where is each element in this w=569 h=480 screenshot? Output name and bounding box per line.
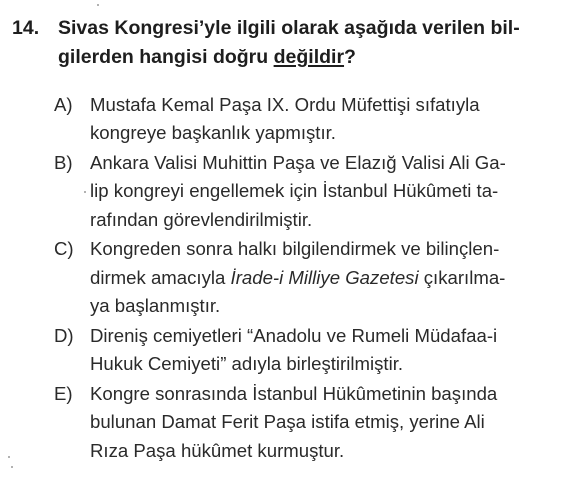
stem-line-1: Sivas Kongresi’yle ilgili olarak aşağıda verilen bil- bbox=[58, 17, 520, 39]
scan-speck bbox=[8, 456, 10, 458]
scan-speck bbox=[84, 191, 86, 193]
option-text bbox=[90, 91, 560, 148]
question-stem bbox=[12, 14, 560, 72]
option-letter: E) bbox=[54, 382, 73, 404]
option-c[interactable] bbox=[12, 235, 560, 320]
option-a[interactable] bbox=[12, 91, 560, 148]
question-number: 14. bbox=[12, 17, 40, 39]
option-line: Direniş cemiyetleri “Anadolu ve Rumeli Müdafaa-i bbox=[90, 324, 498, 346]
option-text bbox=[90, 380, 560, 465]
option-line: Kongreden sonra halkı bilgilendirmek ve bilinçlen- bbox=[90, 238, 500, 260]
option-line: rafından görevlendirilmiştir. bbox=[90, 208, 313, 230]
scan-speck bbox=[11, 466, 13, 468]
option-d[interactable] bbox=[12, 322, 560, 379]
stem-line-2 bbox=[58, 43, 556, 72]
option-line: Ankara Valisi Muhittin Paşa ve Elazığ Valisi Ali Ga- bbox=[90, 152, 506, 174]
option-line: lip kongreyi engellemek için İstanbul Hükûmeti ta- bbox=[90, 180, 499, 202]
option-line: Rıza Paşa hükûmet kurmuştur. bbox=[90, 439, 345, 461]
scan-speck bbox=[97, 4, 99, 6]
option-letter: C) bbox=[54, 238, 74, 260]
option-line: ya başlanmıştır. bbox=[90, 295, 221, 317]
option-line: Kongre sonrasında İstanbul Hükûmetinin başında bbox=[90, 382, 498, 404]
option-line-end: çıkarılma- bbox=[418, 266, 506, 288]
option-letter: D) bbox=[54, 324, 74, 346]
option-letter: A) bbox=[54, 94, 73, 115]
stem-emphasis: değildir bbox=[273, 46, 345, 68]
option-line: Hukuk Cemiyeti” adıyla birleştirilmiştir. bbox=[90, 353, 404, 375]
option-text bbox=[90, 322, 560, 379]
option-line-start: dirmek amacıyla bbox=[90, 266, 231, 288]
option-line bbox=[90, 264, 560, 292]
option-letter: B) bbox=[54, 152, 73, 174]
stem-line-2-start: gilerden hangisi doğru bbox=[58, 46, 274, 68]
option-line: Mustafa Kemal Paşa IX. Ordu Müfettişi sıfatıyla bbox=[90, 94, 480, 115]
option-text bbox=[90, 149, 560, 234]
option-line: kongreye başkanlık yapmıştır. bbox=[90, 122, 336, 144]
newspaper-title: İrade-i Milliye Gazetesi bbox=[230, 266, 419, 288]
option-line: bulunan Damat Ferit Paşa istifa etmiş, yerine Ali bbox=[90, 411, 485, 433]
option-text bbox=[90, 235, 560, 320]
stem-line-2-end: ? bbox=[344, 46, 356, 68]
question-text bbox=[58, 14, 560, 72]
option-e[interactable] bbox=[12, 380, 560, 465]
question-block bbox=[12, 14, 560, 466]
option-b[interactable] bbox=[12, 149, 560, 234]
answer-options bbox=[12, 91, 560, 465]
